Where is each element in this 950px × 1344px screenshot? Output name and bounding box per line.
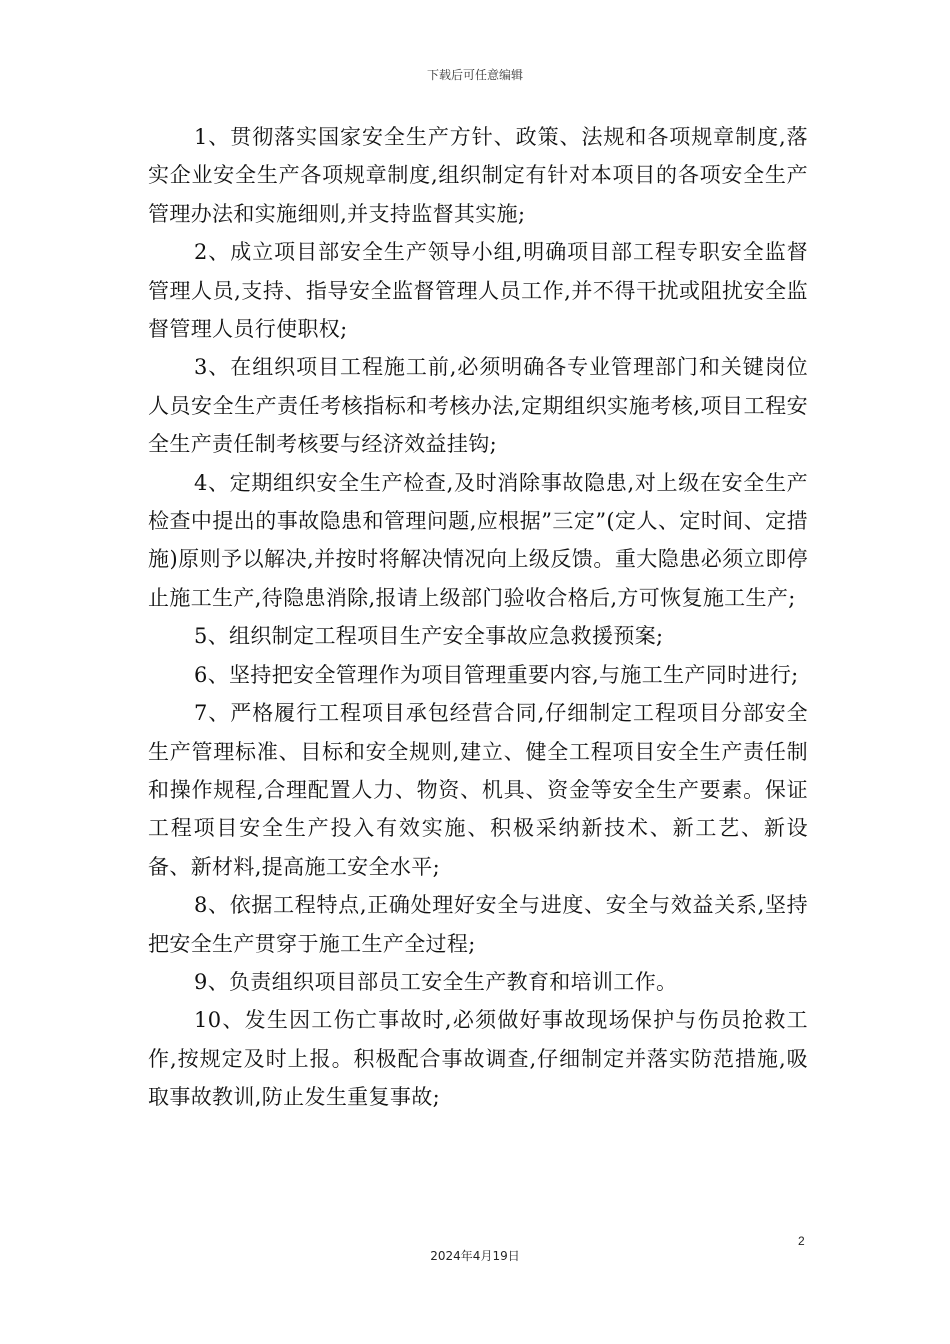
document-body [148, 118, 808, 1117]
footer-date: 2024年4月19日 [430, 1249, 520, 1263]
page-header: 下载后可任意编辑 [426, 68, 523, 82]
paragraph-4: 4、定期组织安全生产检查,及时消除事故隐患,对上级在安全生产检查中提出的事故隐患和管理问题,应根据”三定”(定人、定时间、定措施)原则予以解决,并按时将解决情况向上级反馈。重大隐患必须立即停止施工生产,待隐患消除,报请上级部门验收合格后,方可恢复施工生产; [148, 470, 808, 610]
paragraph-1: 1、贯彻落实国家安全生产方针、政策、法规和各项规章制度,落实企业安全生产各项规章制度,组织制定有针对本项目的各项安全生产管理办法和实施细则,并支持监督其实施; [148, 125, 808, 226]
paragraph-2: 2、成立项目部安全生产领导小组,明确项目部工程专职安全监督管理人员,支持、指导安全监督管理人员工作,并不得干扰或阻扰安全监督管理人员行使职权; [148, 240, 808, 342]
paragraph-5: 5、组织制定工程项目生产安全事故应急救援预案; [194, 624, 664, 649]
paragraph-10: 10、发生因工伤亡事故时,必须做好事故现场保护与伤员抢救工作,按规定及时上报。积极配合事故调查,仔细制定并落实防范措施,吸取事故教训,防止发生重复事故; [148, 1008, 808, 1110]
paragraph-3: 3、在组织项目工程施工前,必须明确各专业管理部门和关键岗位人员安全生产责任考核指标和考核办法,定期组织实施考核,项目工程安全生产责任制考核要与经济效益挂钩; [148, 355, 808, 457]
page-number: 2 [798, 1234, 805, 1248]
paragraph-7: 7、严格履行工程项目承包经营合同,仔细制定工程项目分部安全生产管理标准、目标和安全规则,建立、健全工程项目安全生产责任制和操作规程,合理配置人力、物资、机具、资金等安全生产要素。保证工程项目安全生产投入有效实施、积极采纳新技术、新工艺、新设备、新材料,提高施工安全水平; [148, 701, 808, 879]
paragraph-6: 6、坚持把安全管理作为项目管理重要内容,与施工生产同时进行; [194, 662, 799, 687]
paragraph-8: 8、依据工程特点,正确处理好安全与进度、安全与效益关系,坚持把安全生产贯穿于施工生产全过程; [148, 893, 808, 956]
paragraph-9: 9、负责组织项目部员工安全生产教育和培训工作。 [194, 969, 678, 994]
